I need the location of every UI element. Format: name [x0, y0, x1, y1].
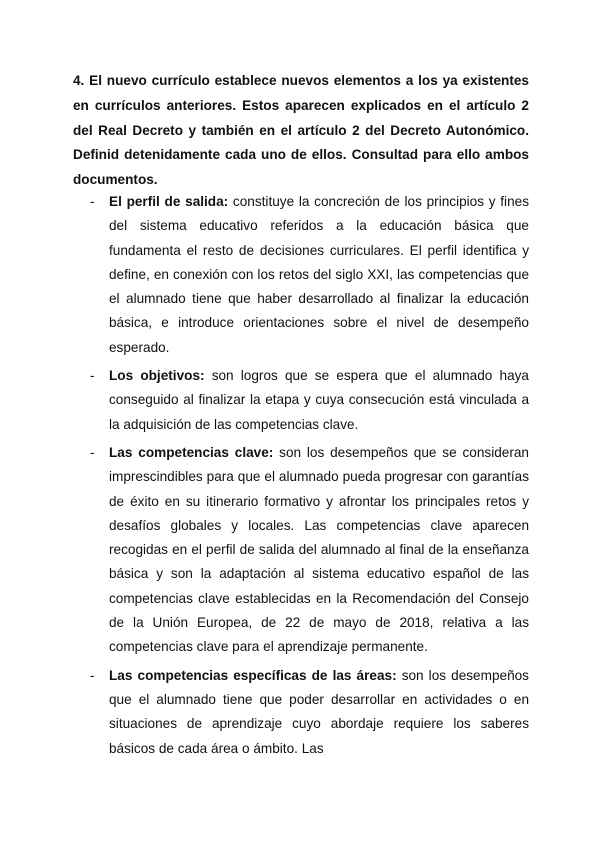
definition-text: son los desempeños que el alumnado tiene que poder desarrollar en actividades o en situaciones de aprendizaje cuyo abordaje requiere los saberes básicos de cada área o ámbito. Las — [109, 667, 529, 756]
definition-item-competencias-clave — [73, 441, 529, 660]
definition-item-objetivos — [73, 364, 529, 437]
bullet-dash: - — [90, 444, 95, 460]
definition-term: El perfil de salida: — [109, 194, 229, 209]
definition-item-perfil-salida — [73, 190, 529, 360]
definition-text: son los desempeños que se consideran imprescindibles para que el alumnado pueda progresar con garantías de éxito en su itinerario formativo y afrontar los principales retos y desafíos globales y locales. Las competencias clave aparecen recogidas en el perfil de salida del alumnado al final de la enseñanza básica y son la adaptación al sistema educativo español de las competencias clave establecidas en la Recomendación del Consejo de la Unión Europea, de 22 de mayo de 2018, relativa a las competencias clave para el aprendizaje permanente. — [109, 444, 529, 655]
definition-list — [73, 190, 529, 765]
definition-item-competencias-especificas — [73, 664, 529, 761]
definition-term: Los objetivos: — [109, 368, 205, 384]
definition-text: son logros que se espera que el alumnado haya conseguido al finalizar la etapa y cuya consecución está vinculada a la adquisición de las competencias clave. — [109, 368, 529, 432]
bullet-dash: - — [90, 667, 95, 683]
bullet-dash: - — [90, 194, 95, 209]
definition-term: Las competencias específicas de las áreas: — [109, 667, 397, 683]
definition-text: constituye la concreción de los principios y fines del sistema educativo referidos a la educación básica que fundamenta el resto de decisiones curriculares. El perfil identifica y define, en conexión con los retos del siglo XXI, las competencias que el alumnado tiene que haber desarrollado al finalizar la educación básica, e introduce orientaciones sobre el nivel de desempeño esperado. — [109, 194, 529, 355]
question-heading: 4. El nuevo currículo establece nuevos elementos a los ya existentes en currículos anteriores. Estos aparecen explicados en el artículo 2 del Real Decreto y también en el artículo 2 del Decreto Autonómico. Definid detenidamente cada uno de ellos. Consultad para ello ambos documentos. — [73, 73, 529, 188]
definition-term: Las competencias clave: — [109, 444, 274, 460]
bullet-dash: - — [90, 368, 95, 384]
